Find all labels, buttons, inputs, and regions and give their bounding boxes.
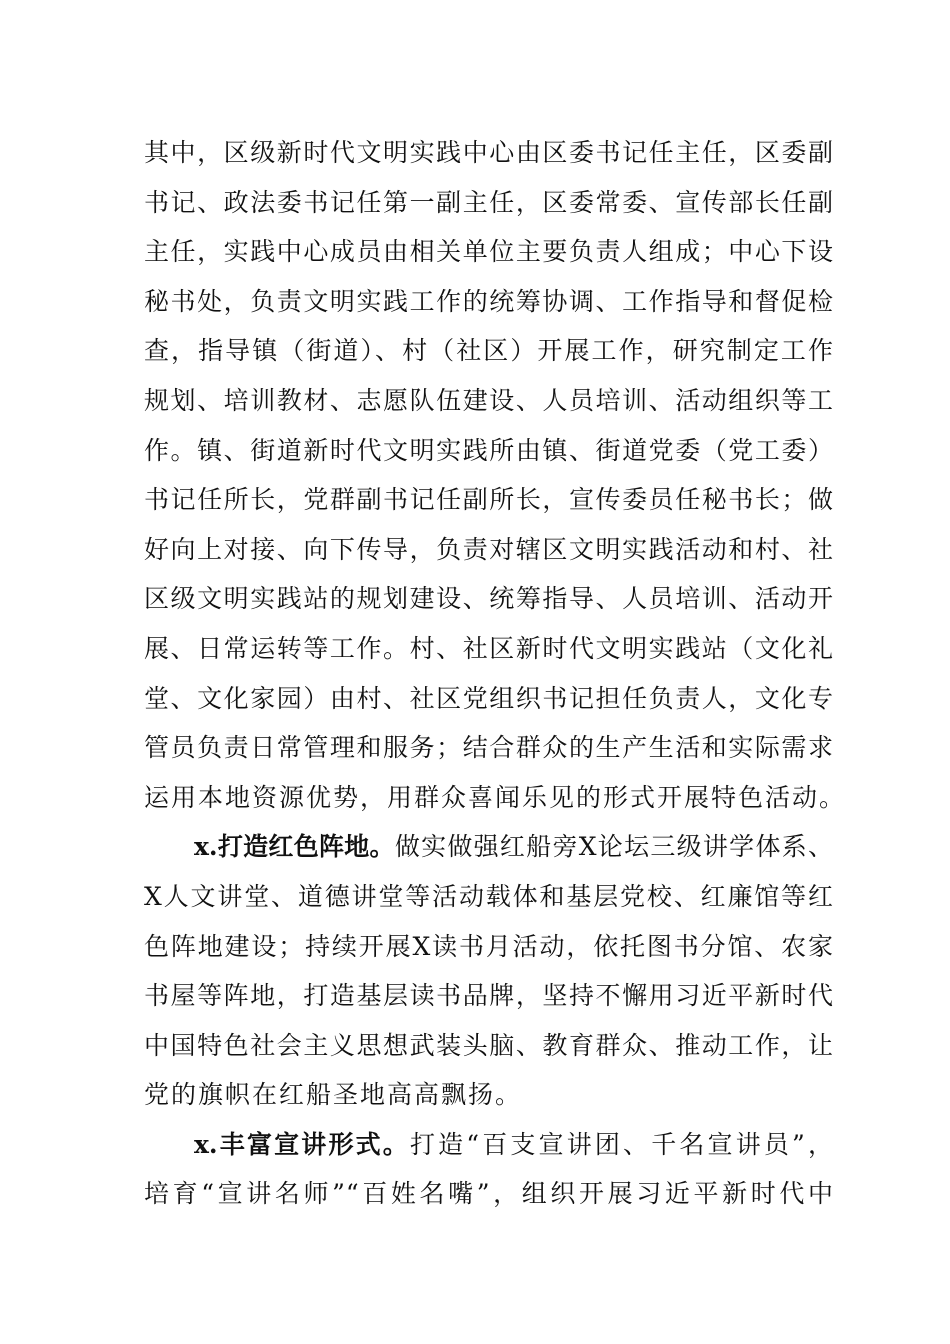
- text-line: 运用本地资源优势，用群众喜闻乐见的形式开展特色活动。: [144, 782, 847, 812]
- text-line: 查，指导镇（街道）、村（社区）开展工作，研究制定工作: [144, 336, 834, 366]
- text-line: 好向上对接、向下传导，负责对辖区文明实践活动和村、社: [144, 534, 834, 564]
- text-line: 区级文明实践站的规划建设、统筹指导、人员培训、活动开: [144, 584, 834, 614]
- text-line: 主任，实践中心成员由相关单位主要负责人组成；中心下设: [144, 237, 834, 267]
- text-line: 党的旗帜在红船圣地高高飘扬。: [144, 1080, 523, 1110]
- text-line: 培育“宣讲名师”“百姓名嘴”，组织开展习近平新时代中: [144, 1179, 834, 1209]
- text-line: [144, 1120, 834, 1170]
- text-line: 堂、文化家园）由村、社区党组织书记担任负责人，文化专: [144, 683, 834, 713]
- text-line: 书屋等阵地，打造基层读书品牌，坚持不懈用习近平新时代: [144, 981, 834, 1011]
- paragraph-red-position: [144, 822, 834, 1120]
- text-line: [144, 822, 834, 872]
- text-line: 书记任所长，党群副书记任副所长，宣传委员任秘书长；做: [144, 485, 834, 515]
- text-line: 秘书处，负责文明实践工作的统筹协调、工作指导和督促检: [144, 286, 834, 316]
- text-line: 书记、政法委书记任第一副主任，区委常委、宣传部长任副: [144, 187, 834, 217]
- section-heading: x.丰富宣讲形式。: [194, 1129, 410, 1159]
- document-body: [144, 128, 847, 1219]
- text-line: 展、日常运转等工作。村、社区新时代文明实践站（文化礼: [144, 633, 834, 663]
- text-line: 规划、培训教材、志愿队伍建设、人员培训、活动组织等工: [144, 385, 834, 415]
- text-line: X人文讲堂、道德讲堂等活动载体和基层党校、红廉馆等红: [144, 881, 834, 911]
- text-line: 中国特色社会主义思想武装头脑、教育群众、推动工作，让: [144, 1030, 834, 1060]
- paragraph-lecture-forms: [144, 1120, 834, 1219]
- text-line: 其中，区级新时代文明实践中心由区委书记任主任，区委副: [144, 138, 834, 167]
- section-heading: x.打造红色阵地。: [194, 832, 395, 862]
- text-run: 做实做强红船旁X论坛三级讲学体系、: [394, 832, 834, 862]
- text-line: 色阵地建设；持续开展X读书月活动，依托图书分馆、农家: [144, 931, 834, 961]
- text-line: 作。镇、街道新时代文明实践所由镇、街道党委（党工委）: [144, 435, 834, 465]
- paragraph-organization: [144, 128, 847, 822]
- text-run: 打造“百支宣讲团、千名宣讲员”，: [409, 1129, 834, 1159]
- text-line: 管员负责日常管理和服务；结合群众的生产生活和实际需求: [144, 733, 834, 763]
